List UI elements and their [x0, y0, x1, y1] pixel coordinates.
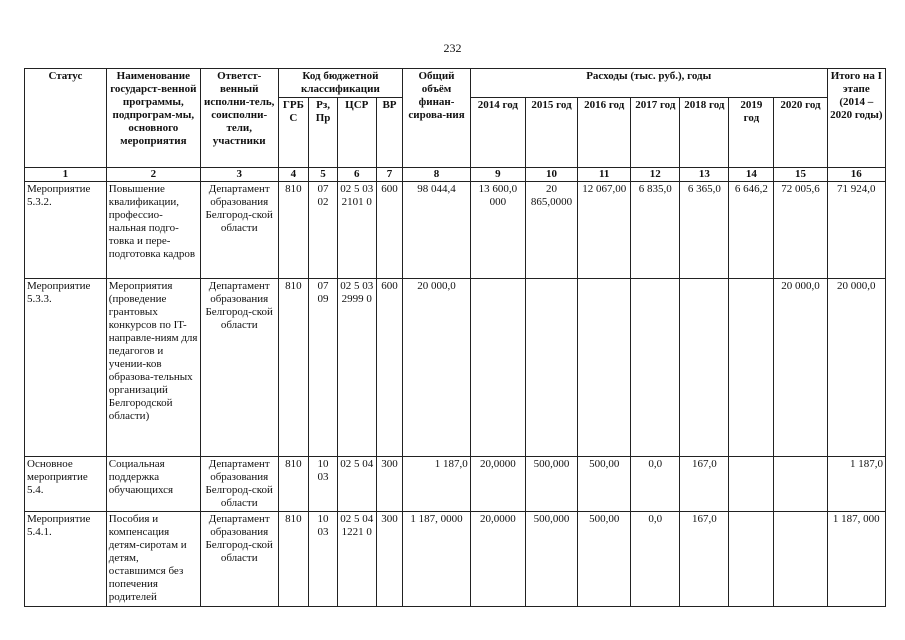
- row-csr: 02 5 03 2101 0: [337, 182, 376, 279]
- row-grbs: 810: [278, 512, 309, 607]
- row-y2020: 72 005,6: [774, 182, 827, 279]
- column-number: 4: [278, 168, 309, 182]
- header-year-2018: 2018 год: [680, 98, 729, 168]
- row-y2017: [631, 279, 680, 457]
- row-y2019: [729, 279, 774, 457]
- row-y2020: [774, 457, 827, 512]
- column-number: 5: [309, 168, 338, 182]
- column-number: 11: [578, 168, 631, 182]
- header-row-1: [25, 69, 886, 98]
- row-y2014: 20,0000: [470, 457, 525, 512]
- column-number: 7: [376, 168, 403, 182]
- header-responsible: Ответст-венный исполни-тель, соисполни-тели, участники: [200, 69, 278, 168]
- row-y2017: 0,0: [631, 457, 680, 512]
- row-y2020: [774, 512, 827, 607]
- column-number: 6: [337, 168, 376, 182]
- row-rz-pr: 07 02: [309, 182, 338, 279]
- header-status: Статус: [25, 69, 107, 168]
- row-y2019: [729, 457, 774, 512]
- row-status: Мероприятие 5.3.3.: [25, 279, 107, 457]
- row-responsible: Департамент образования Белгород-ской области: [200, 457, 278, 512]
- row-name: Повышение квалификации, профессио-нальная подго-товка и пере-подготовка кадров: [106, 182, 200, 279]
- column-number: 13: [680, 168, 729, 182]
- column-number: 14: [729, 168, 774, 182]
- header-grbs: ГРБ С: [278, 98, 309, 168]
- row-vr: 300: [376, 512, 403, 607]
- row-total: 20 000,0: [403, 279, 470, 457]
- row-y2014: [470, 279, 525, 457]
- header-year-2020: 2020 год: [774, 98, 827, 168]
- column-number: 12: [631, 168, 680, 182]
- row-y2017: 6 835,0: [631, 182, 680, 279]
- row-y2018: 167,0: [680, 457, 729, 512]
- row-stage-total: 20 000,0: [827, 279, 885, 457]
- row-y2018: 6 365,0: [680, 182, 729, 279]
- row-y2016: 500,00: [578, 512, 631, 607]
- row-y2018: [680, 279, 729, 457]
- column-number: 10: [525, 168, 577, 182]
- row-responsible: Департамент образования Белгород-ской области: [200, 279, 278, 457]
- row-y2016: [578, 279, 631, 457]
- table-row: [25, 512, 886, 607]
- row-y2017: 0,0: [631, 512, 680, 607]
- row-name: Пособия и компенсация детям-сиротам и детям, оставшимся без попечения родителей: [106, 512, 200, 607]
- row-status: Основное мероприятие 5.4.: [25, 457, 107, 512]
- table-row: [25, 279, 886, 457]
- row-name: Мероприятия (проведение грантовых конкурсов по IT-направле-ниям для педагогов и учении-ков образова-тельных организаций Белгородской области): [106, 279, 200, 457]
- header-total-volume: Общий объём финан-сирова-ния: [403, 69, 470, 168]
- row-y2019: 6 646,2: [729, 182, 774, 279]
- row-y2016: 500,00: [578, 457, 631, 512]
- row-y2019: [729, 512, 774, 607]
- budget-table: [24, 68, 886, 607]
- table-row: [25, 457, 886, 512]
- row-status: Мероприятие 5.4.1.: [25, 512, 107, 607]
- row-grbs: 810: [278, 457, 309, 512]
- row-y2015: 500,000: [525, 457, 577, 512]
- row-y2020: 20 000,0: [774, 279, 827, 457]
- row-responsible: Департамент образования Белгород-ской области: [200, 512, 278, 607]
- column-number: 2: [106, 168, 200, 182]
- column-number: 16: [827, 168, 885, 182]
- header-expenses: Расходы (тыс. руб.), годы: [470, 69, 827, 98]
- row-grbs: 810: [278, 182, 309, 279]
- row-total: 1 187,0: [403, 457, 470, 512]
- header-year-2014: 2014 год: [470, 98, 525, 168]
- header-csr: ЦСР: [337, 98, 376, 168]
- row-csr: 02 5 03 2999 0: [337, 279, 376, 457]
- row-rz-pr: 10 03: [309, 457, 338, 512]
- row-total: 98 044,4: [403, 182, 470, 279]
- row-stage-total: 1 187, 000: [827, 512, 885, 607]
- row-name: Социальная поддержка обучающихся: [106, 457, 200, 512]
- row-status: Мероприятие 5.3.2.: [25, 182, 107, 279]
- column-number-row: [25, 168, 886, 182]
- row-y2018: 167,0: [680, 512, 729, 607]
- row-csr: 02 5 04 1221 0: [337, 512, 376, 607]
- row-y2015: 20 865,0000: [525, 182, 577, 279]
- column-number: 3: [200, 168, 278, 182]
- row-responsible: Департамент образования Белгород-ской области: [200, 182, 278, 279]
- row-csr: 02 5 04: [337, 457, 376, 512]
- row-y2015: 500,000: [525, 512, 577, 607]
- row-rz-pr: 10 03: [309, 512, 338, 607]
- row-vr: 600: [376, 279, 403, 457]
- column-number: 9: [470, 168, 525, 182]
- header-vr: ВР: [376, 98, 403, 168]
- header-year-2017: 2017 год: [631, 98, 680, 168]
- table-row: [25, 182, 886, 279]
- row-y2016: 12 067,00: [578, 182, 631, 279]
- header-program-name: Наименование государст-венной программы, подпрограм-мы, основного мероприятия: [106, 69, 200, 168]
- row-rz-pr: 07 09: [309, 279, 338, 457]
- header-year-2019: 2019 год: [729, 98, 774, 168]
- page-number: 232: [443, 41, 462, 55]
- header-year-2016: 2016 год: [578, 98, 631, 168]
- row-y2015: [525, 279, 577, 457]
- row-vr: 600: [376, 182, 403, 279]
- row-y2014: 13 600,0 000: [470, 182, 525, 279]
- row-grbs: 810: [278, 279, 309, 457]
- column-number: 1: [25, 168, 107, 182]
- header-rz-pr: Рз, Пр: [309, 98, 338, 168]
- row-stage-total: 1 187,0: [827, 457, 885, 512]
- header-year-2015: 2015 год: [525, 98, 577, 168]
- row-stage-total: 71 924,0: [827, 182, 885, 279]
- row-vr: 300: [376, 457, 403, 512]
- column-number: 15: [774, 168, 827, 182]
- row-y2014: 20,0000: [470, 512, 525, 607]
- header-stage-total: Итого на I этапе (2014 – 2020 годы): [827, 69, 885, 168]
- row-total: 1 187, 0000: [403, 512, 470, 607]
- column-number: 8: [403, 168, 470, 182]
- header-budget-code: Код бюджетной классификации: [278, 69, 403, 98]
